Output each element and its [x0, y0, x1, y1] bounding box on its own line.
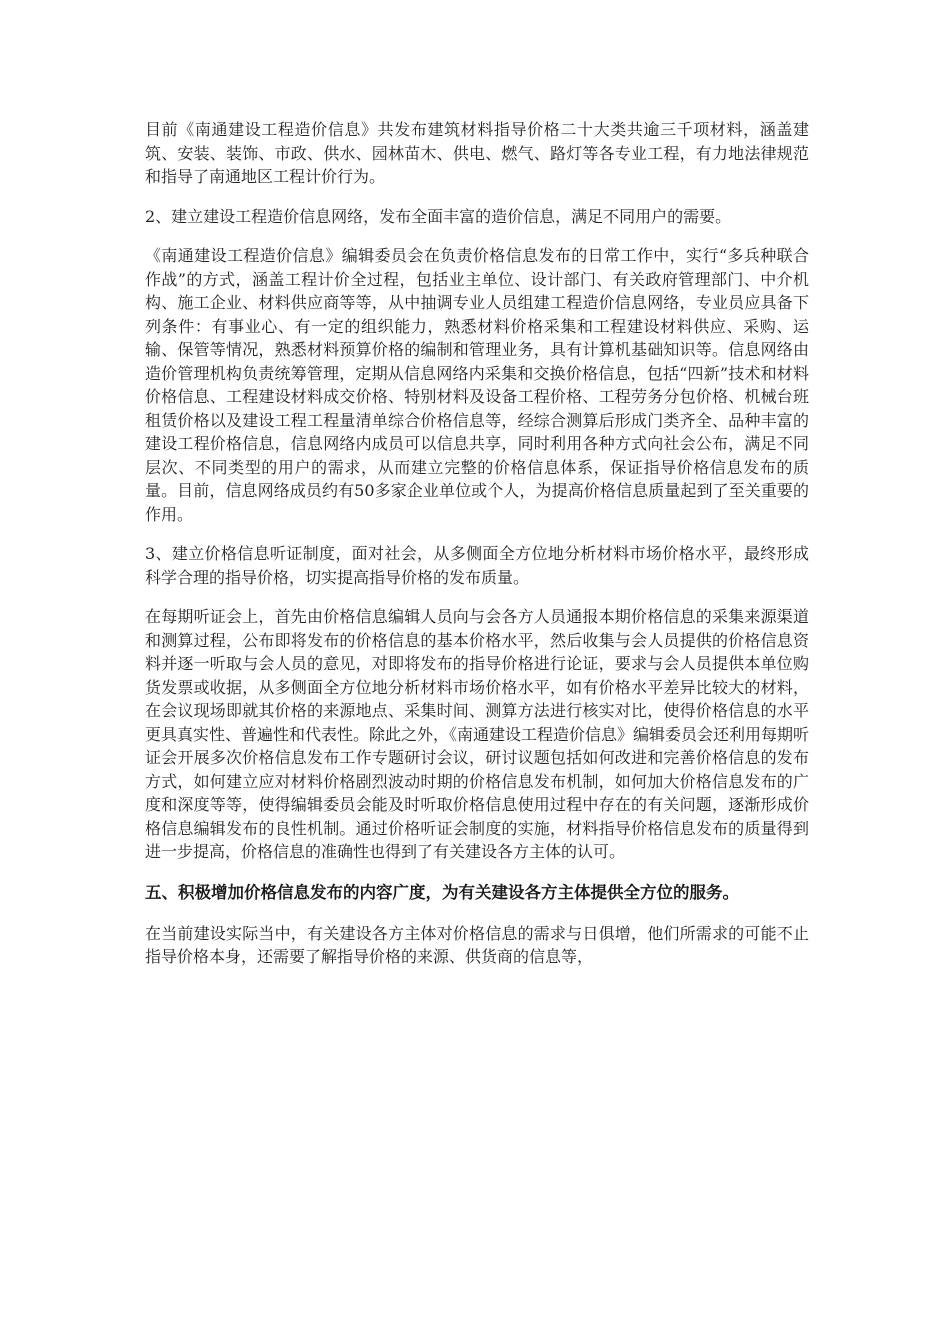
paragraph-hearing-system: 在每期听证会上，首先由价格信息编辑人员向与会各方人员通报本期价格信息的采集来源渠道和测算过程，公布即将发布的价格信息的基本价格水平，然后收集与会人员提供的价格信息资料并逐一听取与会人员的意见，对即将发布的指导价格进行论证，要求与会人员提供本单位购货发票或收据，从多侧面全方位地分析材料市场价格水平，如有价格水平差异比较大的材料，在会议现场即就其价格的来源地点、采集时间、测算方法进行核实对比，使得价格信息的水平更具真实性、普遍性和代表性。除此之外，《南通建设工程造价信息》编辑委员会还利用每期听证会开展多次价格信息发布工作专题研讨会议，研讨议题包括如何改进和完善价格信息的发布方式，如何建立应对材料价格剧烈波动时期的价格信息发布机制，如何加大价格信息发布的广度和深度等等，使得编辑委员会能及时听取价格信息使用过程中存在的有关问题，逐渐形成价格信息编辑发布的良性机制。通过价格听证会制度的实施，材料指导价格信息发布的质量得到进一步提高，价格信息的准确性也得到了有关建设各方主体的认可。	[145, 607, 810, 861]
paragraph-material-price-summary: 目前《南通建设工程造价信息》共发布建筑材料指导价格二十大类共逾三千项材料，涵盖建筑、安装、装饰、市政、供水、园林苗木、供电、燃气、路灯等各专业工程，有力地法律规范和指导了南通地区工程计价行为。	[145, 120, 809, 186]
paragraph-point-3-title: 3、建立价格信息听证制度，面对社会，从多侧面全方位地分析材料市场价格水平，最终形成科学合理的指导价格，切实提高指导价格的发布质量。	[145, 544, 809, 587]
paragraph-information-network: 《南通建设工程造价信息》编辑委员会在负责价格信息发布的日常工作中，实行“多兵种联合作战”的方式，涵盖工程计价全过程，包括业主单位、设计部门、有关政府管理部门、中介机构、施工企业、材料供应商等等，从中抽调专业人员组建工程造价信息网络，专业员应具备下列条件：有事业心、有一定的组织能力，熟悉材料价格采集和工程建设材料供应、采购、运输、保管等情况，熟悉材料预算价格的编制和管理业务，具有计算机基础知识等。信息网络由造价管理机构负责统筹管理，定期从信息网络内采集和交换价格信息，包括“四新”技术和材料价格信息、工程建设材料成交价格、特别材料及设备工程价格、工程劳务分包价格、机械台班租赁价格以及建设工程工程量清单综合价格信息等，经综合测算后形成门类齐全、品种丰富的建设工程价格信息，信息网络内成员可以信息共享，同时利用各种方式向社会公布，满足不同层次、不同类型的用户的需求，从而建立完整的价格信息体系，保证指导价格信息发布的质量。目前，信息网络成员约有50多家企业单位或个人，为提高价格信息质量起到了至关重要的作用。	[145, 246, 809, 524]
paragraph-demand-growth: 在当前建设实际当中，有关建设各方主体对价格信息的需求与日俱增，他们所需求的可能不止指导价格本身，还需要了解指导价格的来源、供货商的信息等，	[145, 923, 809, 966]
section-heading-five: 五、积极增加价格信息发布的内容广度，为有关建设各方主体提供全方位的服务。	[145, 882, 739, 902]
paragraph-point-2-title: 2、建立建设工程造价信息网络，发布全面丰富的造价信息，满足不同用户的需要。	[145, 206, 732, 226]
document-page	[145, 118, 809, 985]
